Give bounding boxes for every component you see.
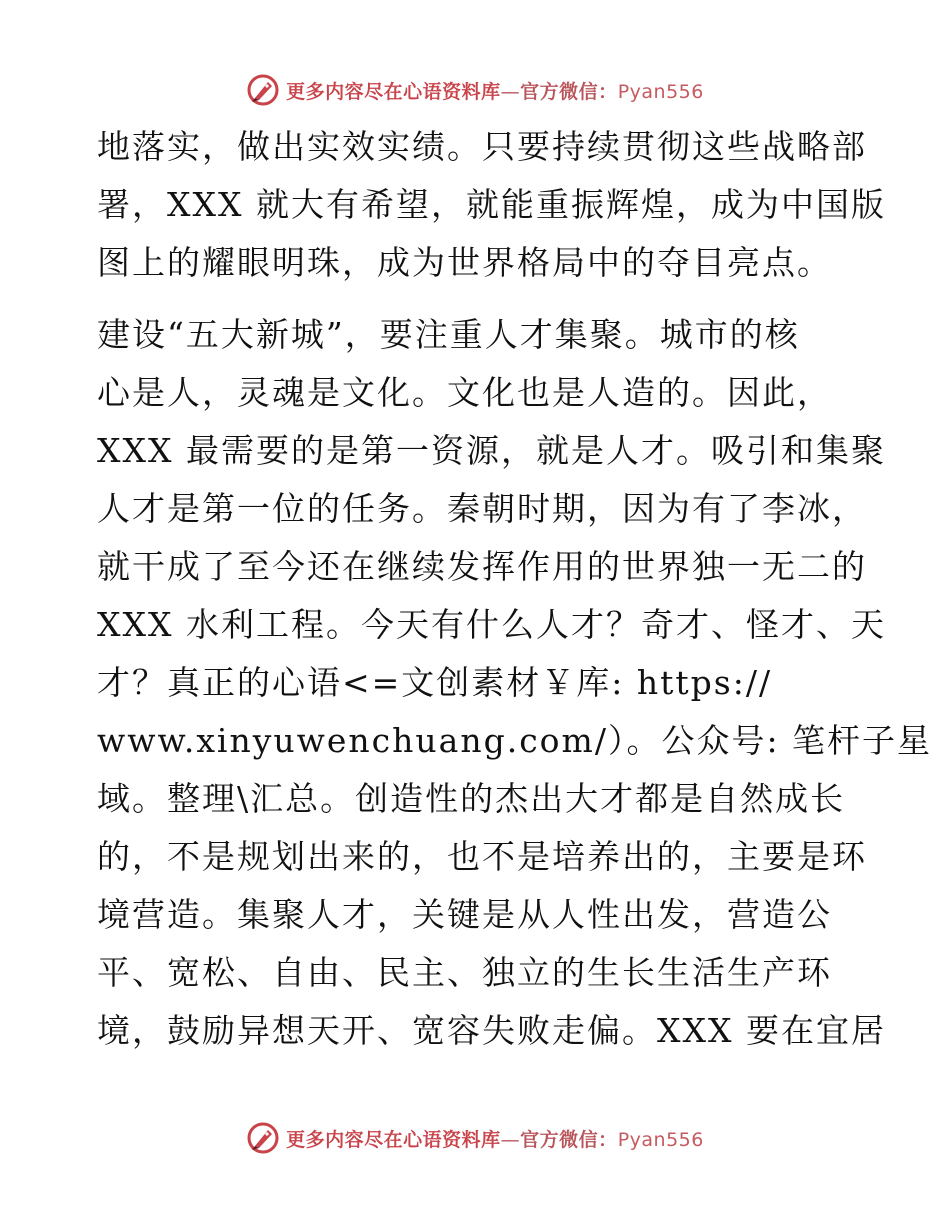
banner-text	[286, 77, 704, 104]
document-body	[97, 118, 933, 1060]
banner-dash: —	[500, 1128, 521, 1151]
banner-wechat-id: Pyan556	[617, 80, 704, 103]
footer-banner	[0, 1118, 950, 1158]
text-line: 平、宽松、自由、民主、独立的生长生活生产环	[97, 953, 832, 992]
banner-dash: —	[500, 80, 521, 103]
banner-wechat-label: 官方微信：	[520, 1128, 618, 1151]
pen-nib-logo-icon	[246, 1121, 280, 1155]
text-line: 署，XXX 就大有希望，就能重振辉煌，成为中国版	[97, 185, 886, 224]
text-line: 地落实，做出实效实绩。只要持续贯彻这些战略部	[97, 127, 867, 166]
text-line: 的，不是规划出来的，也不是培养出的，主要是环	[97, 837, 867, 876]
banner-brand: 更多内容尽在心语资料库	[286, 80, 501, 103]
banner-brand: 更多内容尽在心语资料库	[286, 1128, 501, 1151]
text-line: 才？真正的心语<=文创素材￥库: https://	[97, 663, 773, 702]
text-line: XXX 最需要的是第一资源，就是人才。吸引和集聚	[97, 431, 886, 470]
text-line: 心是人，灵魂是文化。文化也是人造的。因此，	[97, 373, 832, 412]
header-banner	[0, 70, 950, 110]
text-line: 建设“五大新城”，要注重人才集聚。城市的核	[97, 315, 800, 354]
banner-wechat-label: 官方微信：	[520, 80, 618, 103]
banner-text	[286, 1125, 704, 1152]
paragraph	[97, 306, 933, 1060]
text-line: 境营造。集聚人才，关键是从人性出发，营造公	[97, 895, 832, 934]
text-line: 人才是第一位的任务。秦朝时期，因为有了李冰，	[97, 489, 867, 528]
text-line: www.xinyuwenchuang.com/）。公众号: 笔杆子星	[97, 721, 933, 760]
text-line: 境，鼓励异想天开、宽容失败走偏。XXX 要在宜居	[97, 1011, 886, 1050]
text-line: 图上的耀眼明珠，成为世界格局中的夺目亮点。	[97, 243, 832, 282]
paragraph	[97, 118, 886, 292]
banner-wechat-id: Pyan556	[617, 1128, 704, 1151]
text-line: XXX 水利工程。今天有什么人才？奇才、怪才、天	[97, 605, 886, 644]
pen-nib-logo-icon	[246, 73, 280, 107]
text-line: 域。整理\汇总。创造性的杰出大才都是自然成长	[97, 779, 846, 818]
text-line: 就干成了至今还在继续发挥作用的世界独一无二的	[97, 547, 867, 586]
